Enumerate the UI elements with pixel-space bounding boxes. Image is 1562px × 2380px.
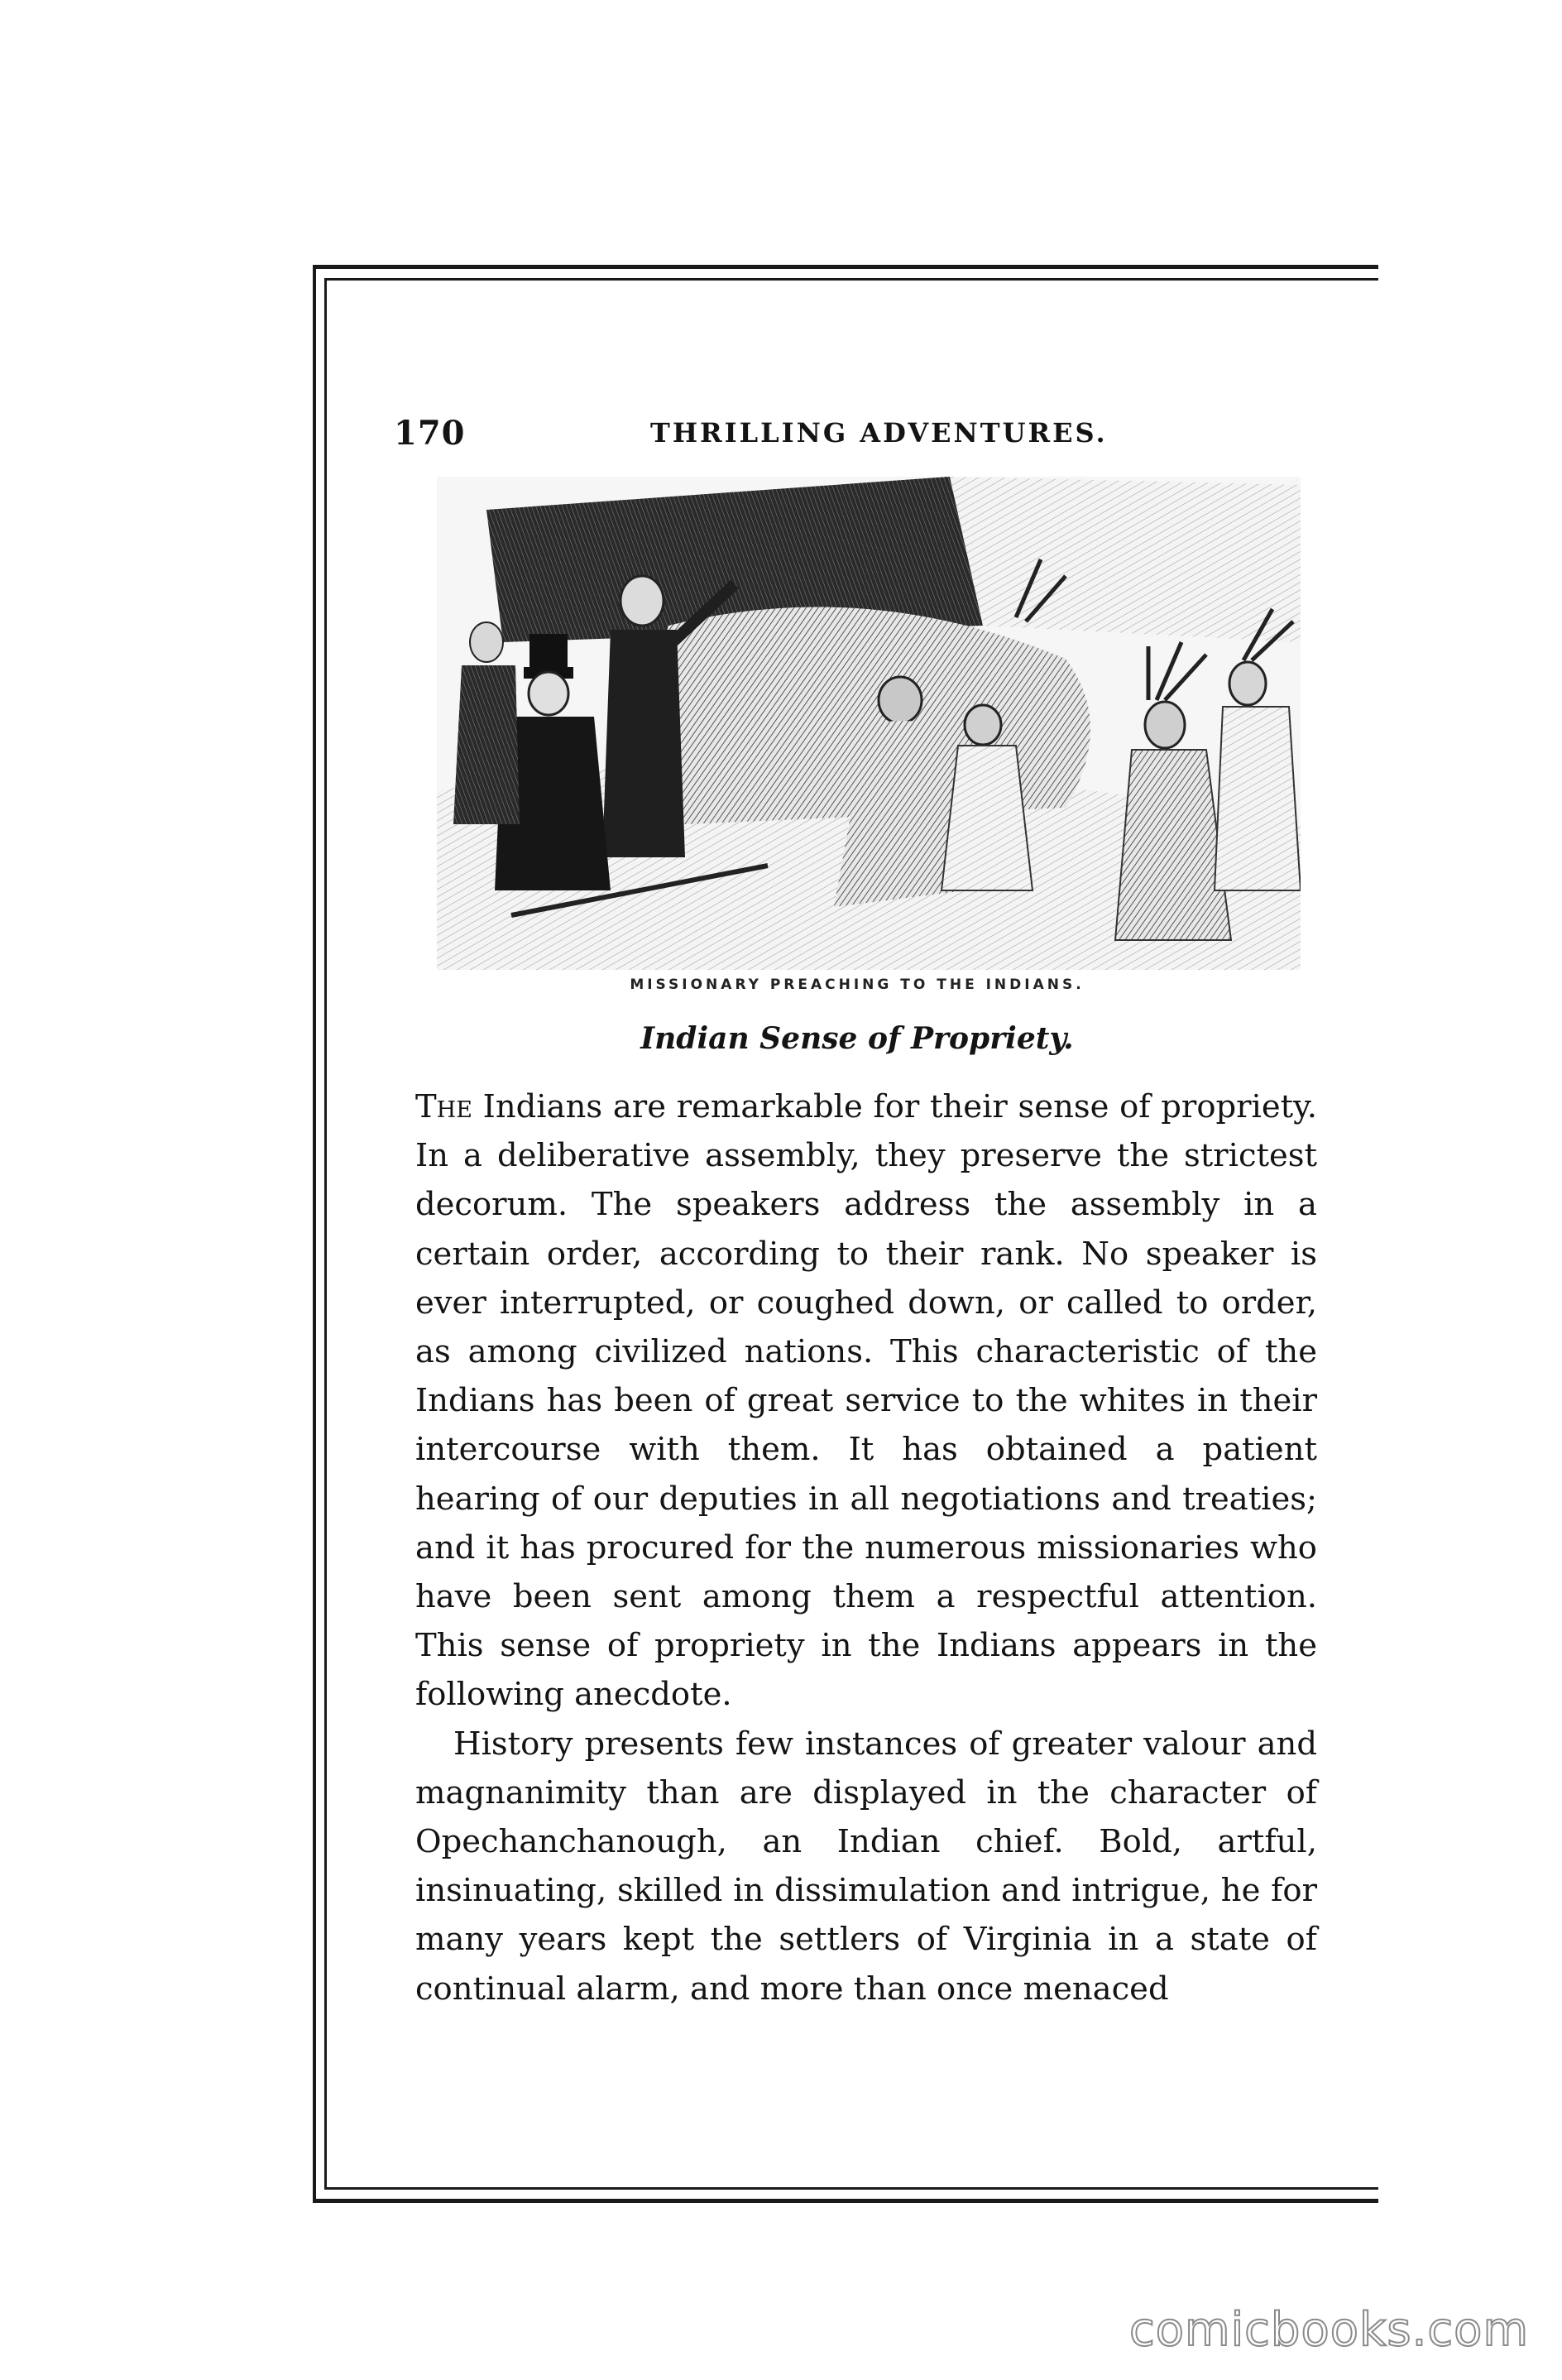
border-bottom-outer bbox=[313, 2199, 1378, 2203]
paragraph-1-text: Indians are remarkable for their sense of propriety. In a deliberative assembly, they preserve the strictest decorum. The speakers address the assembly in a certain order, according to their rank. No speaker is ever interrupted, or coughed down, or called to order, as among civilized nations. This characteristic of the Indians has been of great service to the whites in their intercourse with them. It has obtained a patient hearing of our deputies in all negotiations and treaties; and it has procured for the numerous missionaries who have been sent among them a respectful attention. This sense of propriety in the Indians appears in the following anecdote. bbox=[415, 1088, 1317, 1714]
border-top-outer bbox=[313, 265, 1378, 269]
border-left-outer bbox=[313, 265, 316, 2203]
section-heading: Indian Sense of Propriety. bbox=[640, 1021, 1074, 1056]
paragraph-lead-word: The bbox=[415, 1088, 472, 1125]
paragraph-2: History presents few instances of greater valour and magnanimity than are displayed in the character of Opechanchanough, an Indian chief. Bold, artful, insinuating, skilled in dissimulation and intrigue, he for many years kept the settlers of Virginia in a state of continual alarm, and more than once menaced bbox=[415, 1725, 1317, 2008]
watermark: comicbooks.com bbox=[1128, 2303, 1529, 2357]
page-header bbox=[394, 414, 1320, 463]
paragraph-1 bbox=[415, 1082, 1317, 1720]
page-number: 170 bbox=[394, 414, 466, 453]
running-title: THRILLING ADVENTURES. bbox=[650, 417, 1108, 449]
illustration-caption: MISSIONARY PREACHING TO THE INDIANS. bbox=[630, 976, 1085, 993]
border-left-inner bbox=[324, 278, 327, 2190]
engraving-missionary-preaching-icon bbox=[437, 477, 1301, 970]
border-top-inner bbox=[324, 278, 1378, 281]
border-bottom-inner bbox=[324, 2187, 1378, 2190]
body-text bbox=[415, 1082, 1317, 2013]
